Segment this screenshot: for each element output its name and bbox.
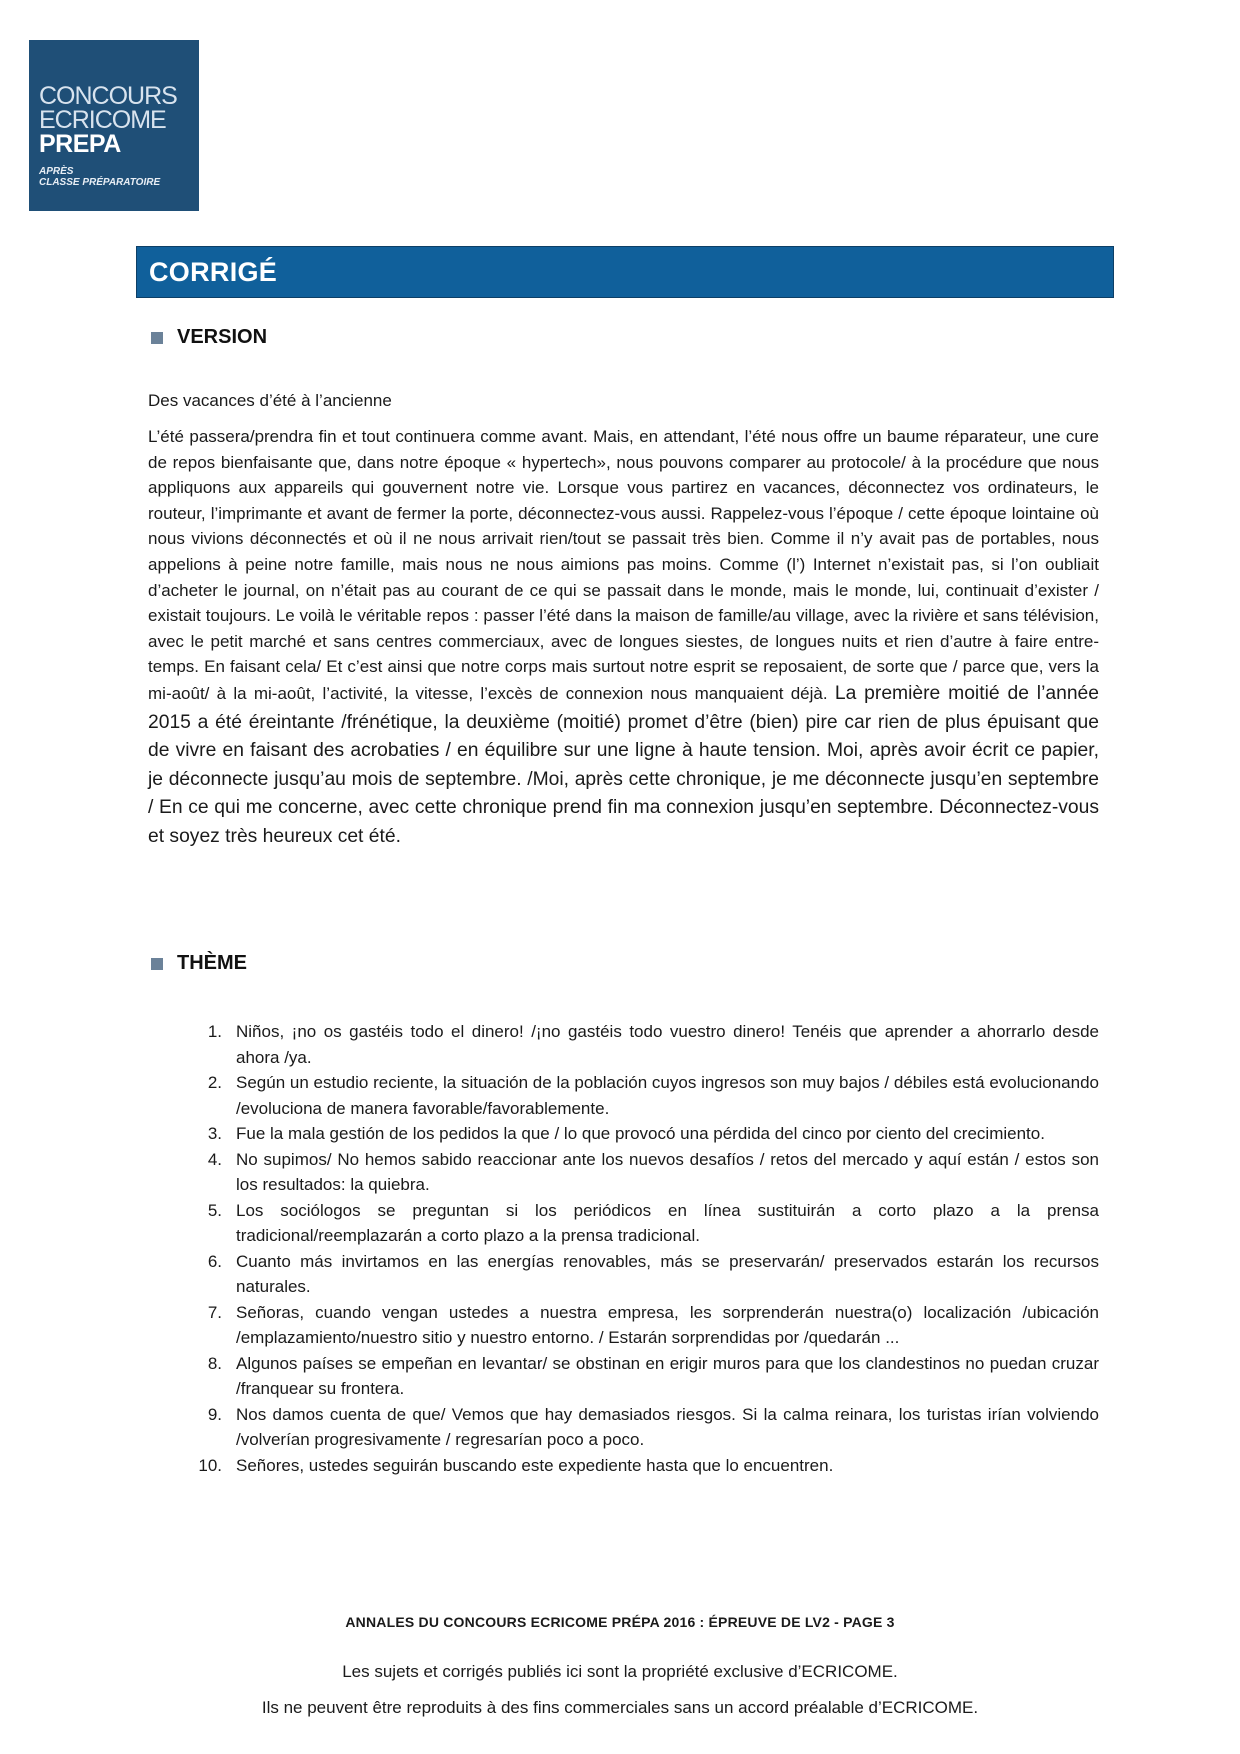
list-item xyxy=(148,1402,1099,1453)
footer-reproduction-note: Ils ne peuvent être reproduits à des fins commerciales sans un accord préalable d’ECRICOME. xyxy=(261,1698,979,1717)
item-number: 8. xyxy=(207,1353,222,1373)
list-item xyxy=(148,1249,1099,1300)
list-item xyxy=(148,1198,1099,1249)
item-number: 6. xyxy=(207,1251,222,1271)
item-text: Algunos países se empeñan en levantar/ se obstinan en erigir muros para que los clandestinos no puedan cruzar /franquear su frontera. xyxy=(236,1353,1099,1398)
item-text: No supimos/ No hemos sabido reaccionar ante los nuevos desafíos / retos del mercado y aquí están / estos son los resultados: la quiebra. xyxy=(236,1149,1099,1194)
ecricome-logo xyxy=(29,40,199,211)
item-number: 5. xyxy=(207,1200,222,1220)
item-number: 9. xyxy=(207,1404,222,1424)
logo-line-apres: APRÈS xyxy=(39,166,74,177)
list-item xyxy=(148,1147,1099,1198)
theme-heading-label: THÈME xyxy=(177,952,247,974)
list-item xyxy=(148,1351,1099,1402)
item-number: 3. xyxy=(207,1124,222,1143)
square-bullet-icon xyxy=(151,958,163,970)
version-heading xyxy=(151,326,267,349)
item-text: Los sociólogos se preguntan si los periódicos en línea sustituirán a corto plazo a la prensa tradicional/reemplazarán a corto plazo a la prensa tradicional. xyxy=(236,1200,1099,1245)
logo-line-prepa: PREPA xyxy=(39,130,121,158)
version-heading-label: VERSION xyxy=(177,326,268,348)
logo-line-concours: CONCOURS xyxy=(39,82,177,110)
theme-heading xyxy=(151,952,247,975)
version-subtitle: Des vacances d’été à l’ancienne xyxy=(148,391,392,410)
logo-line-classe: CLASSE PRÉPARATOIRE xyxy=(39,177,161,188)
item-number: 7. xyxy=(207,1302,222,1322)
item-number: 1. xyxy=(207,1022,222,1041)
version-paragraph-part2: La première moitié de l’année 2015 a été éreintante /frénétique, la deuxième (moitié) promet d’être (bien) pire car rien de plus épuisant que de vivre en faisant des acrobaties / en équilibre sur une ligne à haute tension. Moi, après avoir écrit ce papier, je déconnecte jusqu’au mois de septembre. /Moi, après cette chronique, je me déconnecte jusqu’en septembre / En ce qui me concerne, avec cette chronique prend fin ma connexion jusqu’en septembre. Déconnectez-vous et soyez très heureux cet été. xyxy=(148,682,1099,847)
logo-line-ecricome: ECRICOME xyxy=(39,106,166,134)
item-text: Según un estudio reciente, la situación de la población cuyos ingresos son muy bajos / débiles está evolucionando /evoluciona de manera favorable/favorablemente. xyxy=(236,1073,1099,1118)
footer-copyright-note: Les sujets et corrigés publiés ici sont la propriété exclusive d’ECRICOME. xyxy=(342,1662,898,1681)
item-text: Niños, ¡no os gastéis todo el dinero! /¡no gastéis todo vuestro dinero! Tenéis que aprender a ahorrarlo desde ahora /ya. xyxy=(236,1022,1099,1067)
version-paragraph xyxy=(148,424,1099,852)
list-item xyxy=(148,1121,1099,1147)
item-number: 4. xyxy=(207,1149,222,1169)
item-text: Señoras, cuando vengan ustedes a nuestra empresa, les sorprenderán nuestra(o) localización /ubicación /emplazamiento/nuestro sitio y nuestro entorno. / Estarán sorprendidas por /quedarán ... xyxy=(236,1302,1099,1347)
version-paragraph-part1: L’été passera/prendra fin et tout continuera comme avant. Mais, en attendant, l’été nous offre un baume réparateur, une cure de repos bienfaisante que, dans notre époque « hypertech», nous pouvons comparer au protocole/ à la procédure que nous appliquons aux appareils qui gouvernent notre vie. Lorsque vous partirez en vacances, déconnectez vos ordinateurs, le routeur, l’imprimante et avant de fermer la porte, déconnectez-vous aussi. Rappelez-vous l’époque / cette époque lointaine où nous vivions déconnectés et où il ne nous arrivait rien/tout se passait très bien. Comme il n’y avait pas de portables, nous appelions à peine notre famille, mais nous ne nous aimions pas moins. Comme (l’) Internet n’existait pas, si l’on oubliait d’acheter le journal, on n’était pas au courant de ce qui se passait dans le monde, mais le monde, lui, continuait d’exister / existait toujours. Le voilà le véritable repos : passer l’été dans la maison de famille/au village, avec la rivière et sans télévision, avec le petit marché et sans centres commerciaux, avec de longues siestes, de longues nuits et rien d’autre à faire entre-temps. En faisant cela/ Et c’est ainsi que notre corps mais surtout notre esprit se reposaient, de sorte que / parce que, vers la mi-août/ à la mi-août, l’activité, la vitesse, l’excès de connexion nous manquaient déjà. xyxy=(148,427,1099,703)
item-text: Cuanto más invirtamos en las energías renovables, más se preservarán/ preservados estarán los recursos naturales. xyxy=(236,1251,1099,1296)
item-text: Señores, ustedes seguirán buscando este expediente hasta que lo encuentren. xyxy=(236,1455,834,1475)
square-bullet-icon xyxy=(151,332,163,344)
list-item xyxy=(148,1300,1099,1351)
footer-page-info: ANNALES DU CONCOURS ECRICOME PRÉPA 2016 : ÉPREUVE DE LV2 - PAGE 3 xyxy=(345,1614,895,1630)
item-text: Fue la mala gestión de los pedidos la que / lo que provocó una pérdida del cinco por ciento del crecimiento. xyxy=(236,1124,1045,1143)
list-item xyxy=(148,1019,1099,1070)
banner-title: CORRIGÉ xyxy=(149,257,278,287)
corrige-banner xyxy=(136,246,1114,298)
list-item xyxy=(148,1453,1099,1479)
item-number: 2. xyxy=(207,1073,222,1092)
item-text: Nos damos cuenta de que/ Vemos que hay demasiados riesgos. Si la calma reinara, los turistas irían volviendo /volverían progresivamente / regresarían poco a poco. xyxy=(236,1404,1099,1449)
item-number: 10. xyxy=(198,1455,222,1475)
list-item xyxy=(148,1070,1099,1121)
theme-list xyxy=(148,1019,1099,1478)
